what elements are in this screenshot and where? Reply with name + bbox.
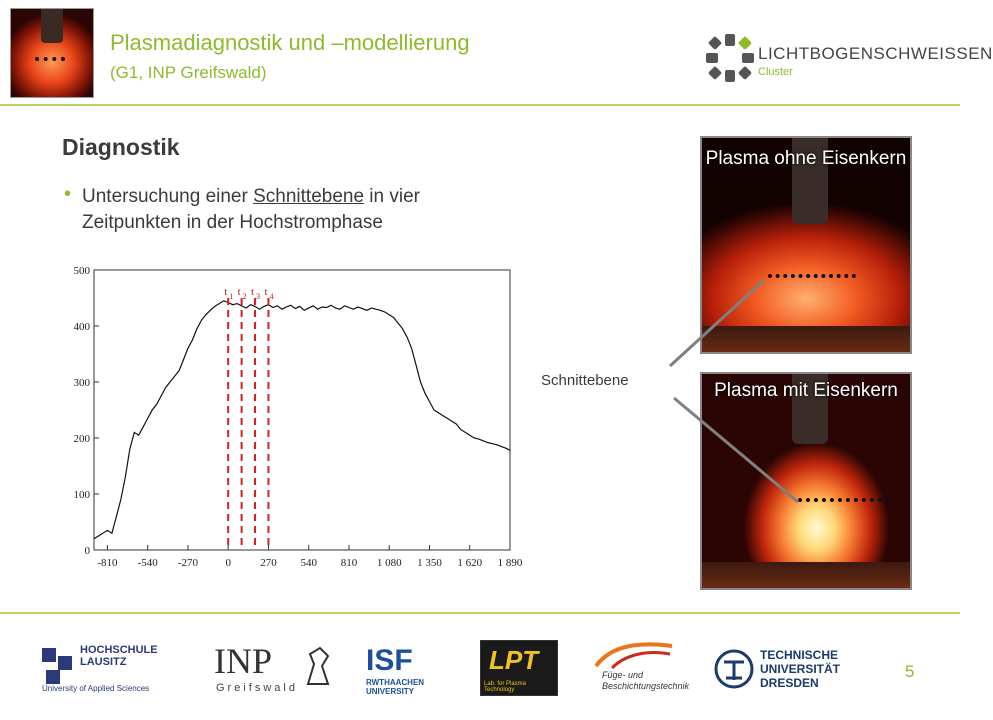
logo-tu-dresden (714, 640, 864, 698)
bullet-dot-icon: • (64, 183, 72, 205)
logo-text: LPT (489, 645, 539, 675)
time-marker-subscript: 2 (242, 292, 247, 302)
arrow-to-lower-image (674, 398, 798, 502)
page-subtitle: (G1, INP Greifswald) (110, 63, 267, 82)
footer-divider (0, 612, 960, 614)
logo-text: Füge- und Beschichtungstechnik (602, 670, 690, 691)
arrow-to-upper-image (670, 280, 764, 366)
plasma-label: Plasma mit Eisenkern (714, 380, 898, 401)
cluster-ring-icon (700, 28, 760, 88)
plot-frame (94, 270, 510, 550)
schnittebene-label: Schnittebene (541, 372, 629, 389)
header-divider (0, 104, 960, 106)
time-marker-subscript: 4 (269, 292, 274, 302)
logo-hochschule-lausitz (42, 640, 188, 698)
logo-text: INP (214, 641, 273, 681)
time-marker-label: t (264, 286, 268, 299)
current-chart (58, 262, 528, 574)
x-tick-label: -270 (177, 557, 199, 569)
electrode-shape (41, 9, 63, 43)
x-tick-label: 810 (340, 557, 358, 569)
x-tick-label: 1 080 (376, 557, 402, 569)
logo-subtext: University of Applied Sciences (42, 684, 150, 693)
cluster-logo-name: LICHTBOGENSCHWEISSEN (758, 44, 993, 63)
tud-seal-icon (714, 648, 754, 690)
x-tick-label: -810 (97, 557, 118, 569)
logo-text: HOCHSCHULE LAUSITZ (80, 644, 158, 668)
x-tick-label: 270 (260, 557, 277, 569)
bullet-text (82, 184, 522, 236)
cluster-logo-sub: Cluster (758, 66, 793, 78)
x-tick-label: 0 (225, 557, 231, 569)
logo-subtext: Lab. for Plasma Technology (484, 681, 527, 693)
page-title: Plasmadiagnostik und –modellierung (110, 30, 470, 55)
logo-fuege-beschichtungstechnik (592, 640, 690, 698)
time-marker-label: t (251, 286, 255, 299)
section-heading: Diagnostik (62, 134, 180, 160)
x-tick-label: 1 620 (457, 557, 483, 569)
x-tick-label: 540 (300, 557, 317, 569)
section-plane-dots (768, 274, 856, 278)
x-tick-label: 1 350 (417, 557, 442, 569)
bullet-text-part: Untersuchung einer (82, 186, 254, 207)
y-tick-label: 300 (73, 377, 90, 389)
time-marker-subscript: 1 (229, 292, 234, 302)
logo-text: TECHNISCHE UNIVERSITÄT DRESDEN (760, 648, 841, 690)
y-tick-label: 400 (73, 321, 90, 333)
y-tick-label: 500 (73, 265, 90, 277)
logo-lpt (480, 640, 558, 696)
y-tick-label: 100 (73, 489, 90, 501)
y-tick-label: 200 (73, 433, 90, 445)
time-marker-subscript: 3 (256, 292, 261, 302)
time-marker-label: t (224, 286, 228, 299)
griffin-icon (304, 644, 332, 688)
workpiece-base (702, 562, 910, 588)
logo-text: ISF (366, 644, 413, 677)
time-marker-label: t (237, 286, 241, 299)
page-number: 5 (905, 662, 915, 681)
schnittebene-term: Schnittebene (253, 186, 365, 207)
current-line (94, 301, 510, 539)
plasma-label: Plasma ohne Eisenkern (705, 148, 907, 169)
bullet-text-part: in vier Zeitpunkten in der Hochstromphase (82, 186, 420, 233)
logo-inp (214, 640, 332, 698)
pointer-arrows (660, 280, 820, 510)
x-tick-label: -540 (137, 557, 158, 569)
y-tick-label: 0 (84, 545, 90, 557)
logo-subtext: Greifswald (216, 682, 298, 694)
logo-isf (366, 640, 436, 698)
section-plane-dots (35, 57, 65, 61)
lausitz-mark-icon (42, 648, 76, 688)
swoosh-icon (592, 640, 676, 670)
header-plasma-thumbnail (10, 8, 94, 98)
logo-subtext: RWTHAACHEN UNIVERSITY (366, 678, 425, 696)
x-tick-label: 1 890 (497, 557, 523, 569)
